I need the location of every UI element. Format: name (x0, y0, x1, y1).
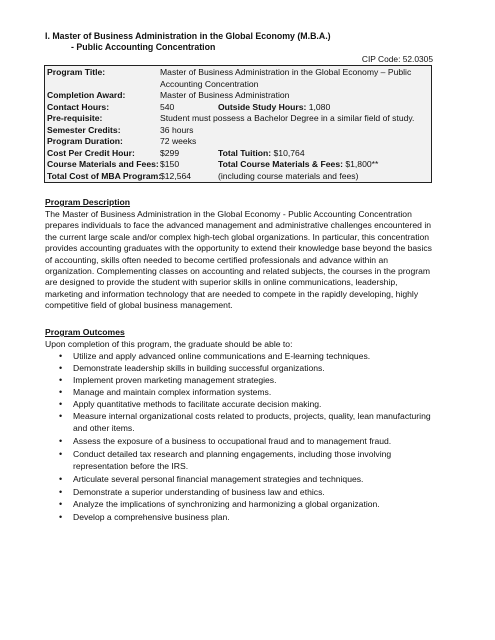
program-title-value: Master of Business Administration in the Global Economy – Public (160, 67, 412, 77)
outcome-text: representation before the IRS. (73, 461, 189, 471)
total-cost-label: Total Cost of MBA Program: (47, 170, 162, 181)
outcome-text: Articulate several personal financial management strategies and techniques. (73, 474, 364, 484)
bullet-icon: • (59, 387, 63, 397)
program-duration-label: Program Duration: (47, 136, 123, 146)
outcome-text: Measure internal organizational costs related to products, projects, quality, lean manufacturing (73, 411, 431, 421)
description-line: The Master of Business Administration in the Global Economy - Public Accounting Concentration (45, 209, 412, 219)
cip-code: CIP Code: 52.0305 (361, 54, 433, 64)
program-outcomes-heading: Program Outcomes (45, 327, 125, 337)
outcome-text: Analyze the implications of synchronizing and harmonizing a global organization. (73, 499, 380, 509)
outside-study-value: 1,080 (308, 101, 331, 112)
outcome-text: Conduct detailed tax research and planning engagements, including those involving (73, 449, 392, 459)
description-line: competitive field of global business management. (45, 300, 233, 311)
outside-study-hours (218, 102, 330, 113)
bullet-icon: • (59, 399, 63, 409)
outcomes-intro-text: Upon completion of this program, the graduate should be able to: (45, 339, 293, 349)
bullet-icon: • (59, 512, 63, 522)
cost-per-credit-value: $299 (160, 147, 180, 158)
total-cost-value: $12,564 (160, 170, 192, 181)
bullet-icon: • (59, 487, 63, 497)
cost-per-credit-label: Cost Per Credit Hour: (47, 147, 135, 158)
program-duration-value: 72 weeks (160, 136, 197, 146)
document-title: I. Master of Business Administration in the Global Economy (M.B.A.) (45, 31, 331, 41)
bullet-icon: • (59, 474, 63, 484)
bullet-icon: • (59, 411, 63, 421)
contact-hours-value: 540 (160, 101, 175, 112)
bullet-icon: • (59, 436, 63, 446)
course-materials-label: Course Materials and Fees: (47, 159, 159, 169)
bullet-icon: • (59, 375, 63, 385)
outcome-text: Develop a comprehensive business plan. (73, 512, 230, 522)
outcome-text: Manage and maintain complex information systems. (73, 387, 272, 397)
outcome-text: Utilize and apply advanced online communications and E-learning techniques. (73, 351, 371, 361)
course-materials-value: $150 (160, 159, 180, 169)
document-subtitle: - Public Accounting Concentration (71, 42, 216, 52)
contact-hours-label: Contact Hours: (47, 101, 110, 112)
bullet-icon: • (59, 449, 63, 459)
prerequisite-label: Pre-requisite: (47, 113, 103, 123)
program-title-value-cont: Accounting Concentration (160, 78, 259, 89)
semester-credits-value: 36 hours (160, 124, 194, 135)
total-materials-value: $1,800** (345, 159, 379, 169)
total-tuition-value: $10,764 (273, 147, 305, 158)
total-tuition (218, 148, 305, 159)
description-line: of accounting, skills often needed to become certified professionals and advance within an (45, 254, 389, 265)
outcome-text: Demonstrate a superior understanding of business law and ethics. (73, 487, 325, 497)
bullet-icon: • (59, 363, 63, 373)
program-description-heading: Program Description (45, 197, 131, 207)
program-description-body (45, 209, 455, 312)
total-tuition-label: Total Tuition: (218, 147, 272, 158)
outcome-text: Apply quantitative methods to facilitate accurate decision making. (73, 399, 322, 409)
bullet-icon: • (59, 499, 63, 509)
bullet-icon: • (59, 351, 63, 361)
completion-award-value: Master of Business Administration (160, 90, 290, 100)
program-title-label: Program Title: (47, 67, 106, 77)
total-materials-label: Total Course Materials & Fees: (218, 159, 343, 169)
outcome-text: Demonstrate leadership skills in building successful organizations. (73, 363, 325, 373)
description-line: prepares individuals to face the advanced management and administrative challenges encountered in (45, 220, 432, 231)
prerequisite-value: Student must possess a Bachelor Degree in a similar field of study. (160, 113, 415, 123)
total-cost-note: (including course materials and fees) (218, 170, 359, 181)
description-line: marketing and information technology that are needed to compete in the rapidly developing, highly (45, 288, 419, 299)
program-outcomes-intro (45, 339, 455, 350)
description-line: the current large scale and/or complex high-tech global organizations. In particular, this concentration (45, 231, 430, 242)
semester-credits-label: Semester Credits: (47, 124, 121, 135)
outcome-text: Implement proven marketing management strategies. (73, 375, 277, 385)
description-line: are designed to provide the student with superior skills in online communications, leadership, (45, 277, 398, 288)
total-materials (218, 159, 378, 170)
outside-study-label: Outside Study Hours: (218, 101, 307, 112)
outcome-text: and other items. (73, 423, 135, 433)
completion-award-label: Completion Award: (47, 90, 126, 100)
program-info-table (44, 65, 432, 183)
description-line: provides accounting graduates with the opportunity to extend their knowledge base beyond the basics (45, 243, 432, 254)
outcome-text: Assess the exposure of a business to occupational fraud and to management fraud. (73, 436, 392, 446)
description-line: organization. Complementing classes on accounting and related subjects, the courses in the program (45, 266, 431, 277)
